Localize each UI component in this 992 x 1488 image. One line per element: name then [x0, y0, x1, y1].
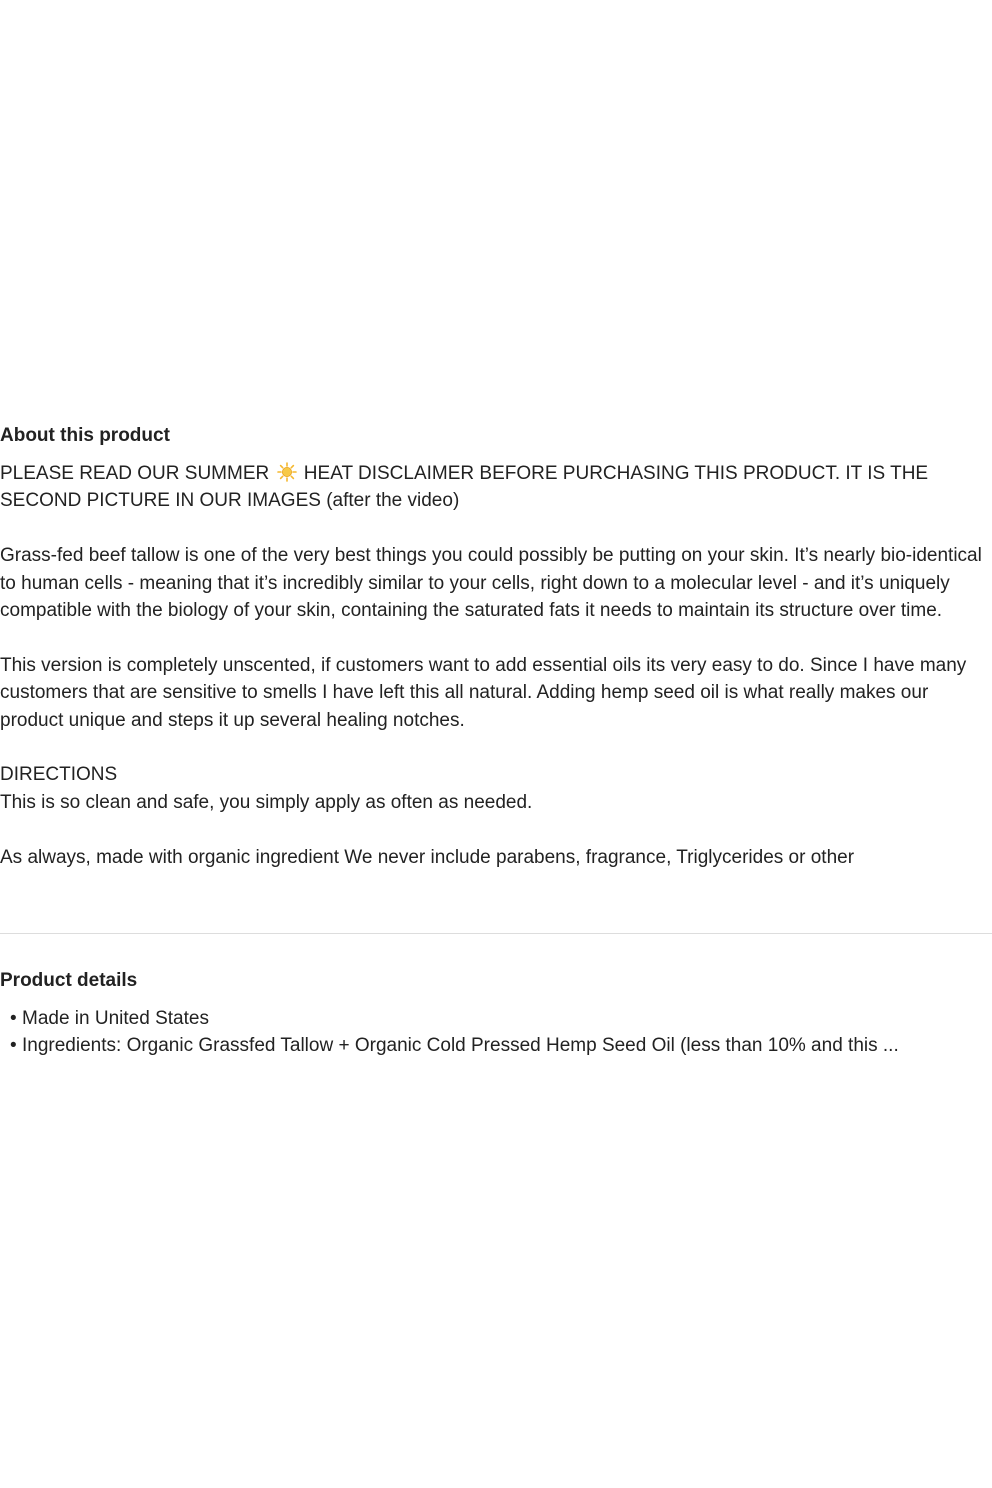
- bullet: •: [10, 1035, 17, 1057]
- disclaimer-text-start: PLEASE READ OUR SUMMER: [0, 463, 270, 484]
- detail-item-origin: [10, 1005, 992, 1032]
- directions-text: This is so clean and safe, you simply apply as often as needed.: [0, 791, 533, 813]
- detail-item-text: Made in United States: [22, 1008, 209, 1029]
- detail-item-ingredients: [10, 1032, 992, 1059]
- about-heading: About this product: [0, 425, 170, 446]
- directions-label: DIRECTIONS: [0, 764, 118, 786]
- disclaimer-text-end: HEAT DISCLAIMER BEFORE PURCHASING THIS PRODUCT. IT IS THE SECOND PICTURE IN OUR IMAGES (after the video): [0, 463, 929, 512]
- description-paragraph-3: As always, made with organic ingredient We never include parabens, fragrance, Triglycerides or other: [0, 846, 855, 868]
- about-this-product-section: [0, 422, 992, 871]
- heat-disclaimer: [0, 460, 992, 515]
- product-details-list: [0, 1005, 992, 1060]
- bullet: •: [10, 1008, 17, 1029]
- product-details-section: [0, 967, 992, 1060]
- sun-icon: [277, 462, 297, 482]
- detail-item-text: Ingredients: Organic Grassfed Tallow + Organic Cold Pressed Hemp Seed Oil (less than 10% and this ...: [22, 1035, 899, 1057]
- description-paragraph-2: This version is completely unscented, if customers want to add essential oils its very easy to do. Since I have many customers that are sensitive to smells I have left this all natural. Adding hemp seed oil is what really makes our product unique and steps it up several healing notches.: [0, 654, 967, 731]
- section-divider: [0, 933, 992, 934]
- description-paragraph-1: Grass-fed beef tallow is one of the very best things you could possibly be putting on your skin. It’s nearly bio-identical to human cells - meaning that it’s incredibly similar to your cells, right down to a molecular level - and it’s uniquely compatible with the biology of your skin, containing the saturated fats it needs to maintain its structure over time.: [0, 545, 982, 622]
- product-details-heading: Product details: [0, 970, 138, 991]
- product-description: [0, 460, 992, 871]
